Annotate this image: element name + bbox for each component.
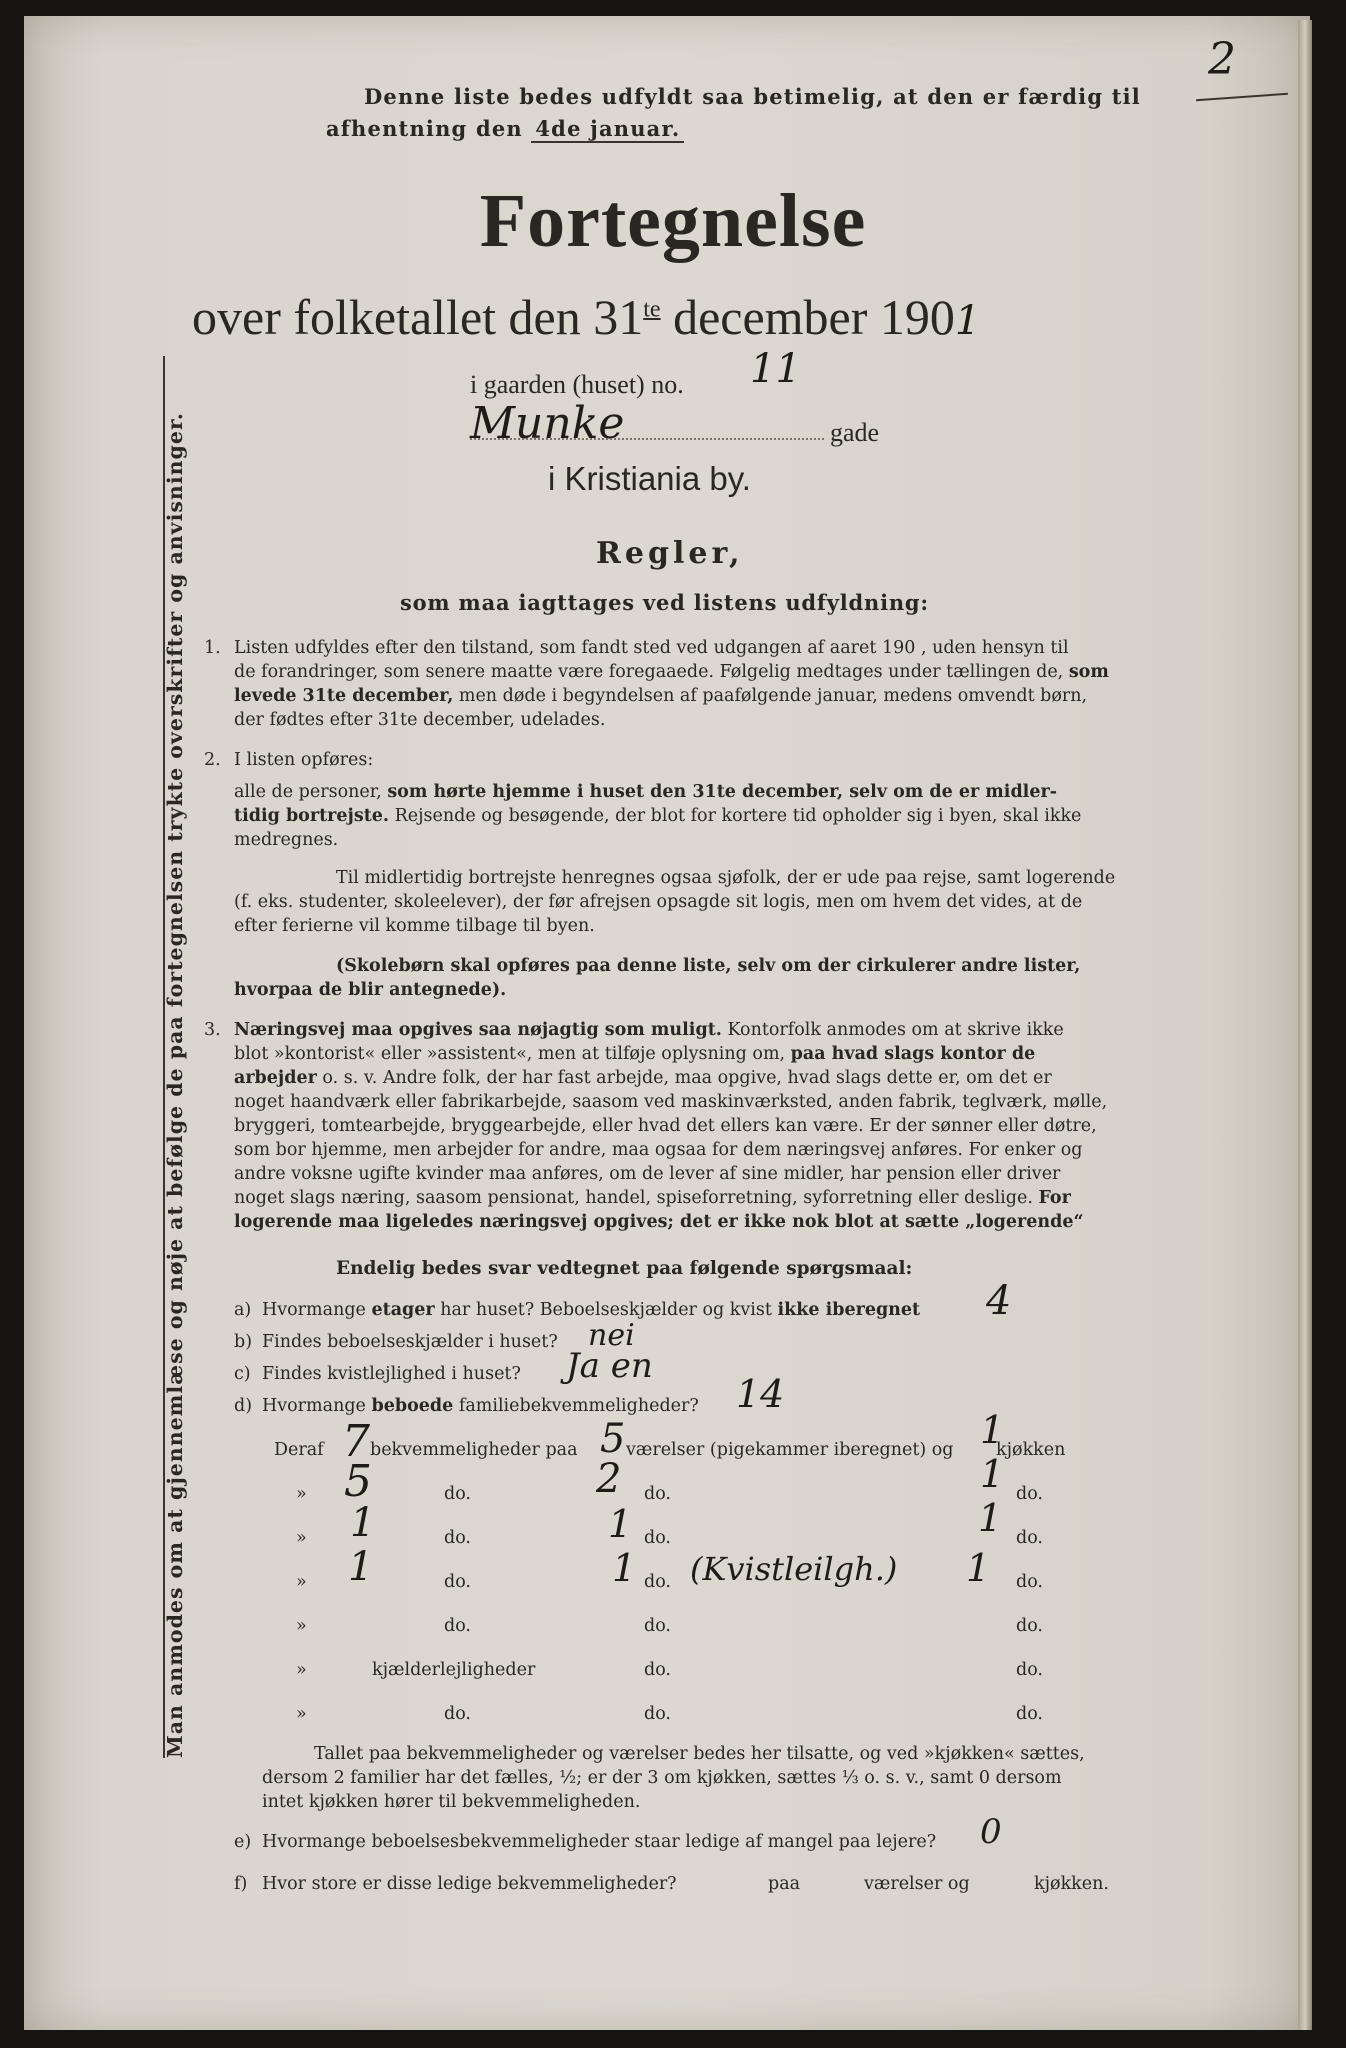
rule-2-line-4: Til midlertidig bortrejste henregnes ogsaa sjøfolk, der er ude paa rejse, samt logerende	[336, 868, 1116, 888]
rule-2-line-6: efter ferierne vil komme tilbage til byen.	[234, 916, 595, 936]
row-5-do-2: do.	[644, 1616, 671, 1636]
row-2-mark: »	[296, 1484, 307, 1504]
rule-2-line-3: medregnes.	[234, 830, 339, 850]
regler-subheading: som maa iagttages ved listens udfyldning:	[400, 590, 929, 615]
deraf-row-4-kjok: 1	[966, 1546, 991, 1590]
answer-d: 14	[736, 1372, 785, 1416]
rule-2-line-2b: Rejsende og besøgende, der blot for kortere tid opholder sig i byen, skal ikke	[389, 806, 1082, 826]
row-2-do-2: do.	[644, 1484, 671, 1504]
rule-3-line-7: andre voksne ugifte kvinder maa anføres, om de lever af sine midler, har pension eller driver	[234, 1164, 1061, 1184]
row-6-do-3: do.	[1016, 1660, 1043, 1680]
rule-1-line-1: Listen udfyldes efter den tilstand, som fandt sted ved udgangen af aaret 190 , uden hensyn til	[234, 638, 1069, 658]
deraf-row-1-kjok: 1	[980, 1408, 1005, 1452]
answer-a: 4	[986, 1278, 1012, 1324]
row-2-do-3: do.	[1016, 1484, 1043, 1504]
row-5-mark: »	[296, 1616, 307, 1636]
question-a-bold-2: ikke iberegnet	[777, 1300, 921, 1320]
rule-2-line-5: (f. eks. studenter, skoleelever), der før afrejsen opsagde sit logis, men om hvem det vides, at de	[234, 892, 1083, 912]
rule-1-line-2b: som	[1068, 662, 1109, 682]
row-6-do-2: do.	[644, 1660, 671, 1680]
rule-1-line-3b: men døde i begyndelsen af paafølgende januar, medens omvendt børn,	[453, 686, 1088, 706]
subtitle-rest: december 190	[660, 289, 955, 345]
rule-1-line-3a: levede 31te december,	[234, 686, 454, 706]
deraf-col-3: kjøkken	[996, 1440, 1066, 1460]
rule-3-line-3a: arbejder	[234, 1068, 317, 1088]
gade-label: gade	[830, 418, 880, 447]
rule-3-line-3b: o. s. v. Andre folk, der har fast arbejde, maa opgive, hvad slags dette er, om det er	[316, 1068, 1052, 1088]
question-a-text-2: har huset? Beboelseskjælder og kvist	[434, 1300, 778, 1320]
rule-3-line-2a: blot »kontorist« eller »assistent«, men at tilføje oplysning om,	[234, 1044, 791, 1064]
question-c-label: c)	[234, 1364, 251, 1384]
rule-2-line-1a: alle de personer,	[234, 782, 388, 802]
question-d-text-1: Hvormange	[262, 1396, 372, 1416]
deraf-row-3-vaer: 1	[608, 1502, 633, 1546]
document-title: Fortegnelse	[479, 179, 867, 263]
question-b: Findes beboelseskjælder i huset?	[262, 1332, 558, 1352]
row-7-do-3: do.	[1016, 1704, 1043, 1724]
regler-heading: Regler,	[596, 536, 744, 571]
subtitle-hand-year: 1	[954, 298, 981, 344]
row-3-do-2: do.	[644, 1528, 671, 1548]
rule-3-line-8	[234, 1186, 1071, 1211]
city-label: i Kristiania by.	[548, 460, 751, 497]
answer-c: Ja en	[566, 1346, 653, 1386]
rule-2-line-1b: som hørte hjemme i huset den 31te december, selv om de er midler-	[387, 782, 1057, 802]
intro-line-2	[326, 116, 684, 141]
row-3-do-3: do.	[1016, 1528, 1043, 1548]
question-c: Findes kvistlejlighed i huset?	[262, 1364, 521, 1384]
tallet-line-3: intet kjøkken hører til bekvemmeligheden.	[262, 1792, 641, 1812]
rule-3-line-9: logerende maa ligeledes næringsvej opgives; det er ikke nok blot at sætte „logerende“	[234, 1212, 1084, 1232]
question-f: Hvor store er disse ledige bekvemmeligheder?	[262, 1874, 677, 1894]
rule-3-line-3	[234, 1066, 1052, 1091]
row-3-mark: »	[296, 1528, 307, 1548]
row-6-kjaelder: kjælderlejligheder	[372, 1660, 536, 1680]
deraf-row-2-bekv: 5	[344, 1456, 372, 1507]
deraf-row-4-bekv: 1	[348, 1544, 374, 1590]
row-7-do-1: do.	[444, 1704, 471, 1724]
questions-heading: Endelig bedes svar vedtegnet paa følgende spørgsmaal:	[336, 1258, 913, 1279]
rule-3-line-1a: Næringsvej maa opgives saa nøjagtig som muligt.	[234, 1020, 722, 1040]
row-4-do-3: do.	[1016, 1572, 1043, 1592]
street-name: Munke	[470, 398, 625, 449]
answer-e: 0	[980, 1812, 1002, 1852]
question-a-text-1: Hvormange	[262, 1300, 372, 1320]
rule-3-line-4: noget haandværk eller fabrikarbejde, saasom ved maskinværksted, anden fabrik, teglværk, mølle,	[234, 1092, 1108, 1112]
rule-3-line-2b: paa hvad slags kontor de	[790, 1044, 1036, 1064]
question-e: Hvormange beboelsesbekvemmeligheder staar ledige af mangel paa lejere?	[262, 1832, 937, 1852]
row-4-mark: »	[296, 1572, 307, 1592]
rule-1-line-2	[234, 660, 1109, 685]
question-d-label: d)	[234, 1396, 253, 1416]
intro-date: 4de januar.	[531, 116, 684, 143]
tallet-line-2: dersom 2 familier har det fælles, ½; er der 3 om kjøkken, sættes ⅓ o. s. v., samt 0 dersom	[262, 1768, 1062, 1788]
row-4-do-2: do.	[644, 1572, 671, 1592]
deraf-row-3-bekv: 1	[350, 1500, 376, 1546]
question-d	[262, 1396, 699, 1416]
subtitle-text: over folketallet den 31	[192, 289, 644, 345]
row-7-mark: »	[296, 1704, 307, 1724]
rule-2-line-2a: tidig bortrejste.	[234, 806, 390, 826]
question-e-label: e)	[234, 1832, 252, 1852]
rule-3-line-2	[234, 1042, 1035, 1067]
row-6-mark: »	[296, 1660, 307, 1680]
rule-1-number: 1.	[204, 638, 221, 658]
street-dotted-line	[470, 438, 824, 440]
rule-3-number: 3.	[204, 1020, 221, 1040]
question-f-paa: paa	[768, 1874, 801, 1894]
rule-2-line-1	[234, 780, 1057, 805]
rule-1-line-2a: de forandringer, som senere maatte være foregaaede. Følgelig medtages under tællingen de,	[234, 662, 1064, 682]
gaard-label: i gaarden (huset) no.	[470, 370, 684, 399]
rule-3-line-8a: noget slags næring, saasom pensionat, handel, spiseforretning, syforretning eller deslige.	[234, 1188, 1033, 1208]
row-5-do-1: do.	[444, 1616, 471, 1636]
row-2-do-1: do.	[444, 1484, 471, 1504]
sidebar-instruction: Man anmodes om at gjennemlæse og nøje at befølge de paa fortegnelsen trykte overskrifter og anvisninger.	[163, 412, 187, 1758]
deraf-row-2-vaer: 2	[596, 1456, 622, 1502]
rule-2-head: I listen opføres:	[234, 750, 374, 770]
rule-1-line-3	[234, 684, 1087, 709]
intro-line-1: Denne liste bedes udfyldt saa betimelig, at den er færdig til	[364, 84, 1141, 109]
deraf-row-2-kjok: 1	[980, 1452, 1005, 1496]
deraf-label: Deraf	[274, 1440, 324, 1460]
row-3-do-1: do.	[444, 1528, 471, 1548]
deraf-row-4-note: (Kvistleilgh.)	[690, 1550, 898, 1588]
question-a	[262, 1300, 920, 1320]
rule-3-line-1b: Kontorfolk anmodes om at skrive ikke	[721, 1020, 1064, 1040]
rule-2-number: 2.	[204, 750, 221, 770]
document-subtitle	[192, 288, 980, 346]
question-f-label: f)	[234, 1874, 248, 1894]
rule-2-line-8: hvorpaa de blir antegnede).	[234, 980, 507, 1000]
question-d-text-2: familiebekvemmeligheder?	[453, 1396, 699, 1416]
page-number-mark: 2	[1208, 34, 1236, 85]
deraf-row-1-bekv: 7	[342, 1416, 370, 1467]
deraf-row-4-vaer: 1	[612, 1546, 637, 1590]
page-edge	[1298, 20, 1312, 2030]
answer-b: nei	[588, 1318, 635, 1353]
deraf-col-1: bekvemmeligheder paa	[370, 1440, 578, 1460]
rule-3-line-8b: For	[1038, 1188, 1071, 1208]
deraf-col-2: værelser (pigekammer iberegnet) og	[626, 1440, 954, 1460]
question-a-label: a)	[234, 1300, 252, 1320]
question-f-kjok: kjøkken.	[1034, 1874, 1109, 1894]
rule-2-line-7: (Skolebørn skal opføres paa denne liste, selv om der cirkulerer andre lister,	[336, 956, 1081, 976]
question-a-bold-1: etager	[371, 1300, 435, 1320]
rule-1-line-4: der fødtes efter 31te december, udelades.	[234, 710, 606, 730]
subtitle-sup: te	[643, 296, 661, 323]
rule-3-line-5: bryggeri, tomtearbejde, bryggearbejde, eller hvad det ellers kan være. Er der sønner eller døtre,	[234, 1116, 1097, 1136]
row-7-do-2: do.	[644, 1704, 671, 1724]
question-d-bold: beboede	[371, 1396, 454, 1416]
gaard-number: 11	[750, 346, 801, 392]
rule-3-line-1	[234, 1018, 1064, 1043]
row-5-do-3: do.	[1016, 1616, 1043, 1636]
tallet-line-1: Tallet paa bekvemmeligheder og værelser bedes her tilsatte, og ved »kjøkken« sættes,	[314, 1744, 1085, 1764]
question-f-vaer: værelser og	[864, 1874, 970, 1894]
deraf-row-1-vaer: 5	[600, 1416, 626, 1462]
rule-3-line-6: som bor hjemme, men arbejder for andre, maa ogsaa for dem næringsvej anføres. For enker og	[234, 1140, 1083, 1160]
rule-2-line-2	[234, 804, 1081, 829]
intro-line-2-prefix: afhentning den	[326, 116, 523, 141]
row-4-do-1: do.	[444, 1572, 471, 1592]
deraf-row-3-kjok: 1	[978, 1496, 1003, 1540]
question-b-label: b)	[234, 1332, 253, 1352]
